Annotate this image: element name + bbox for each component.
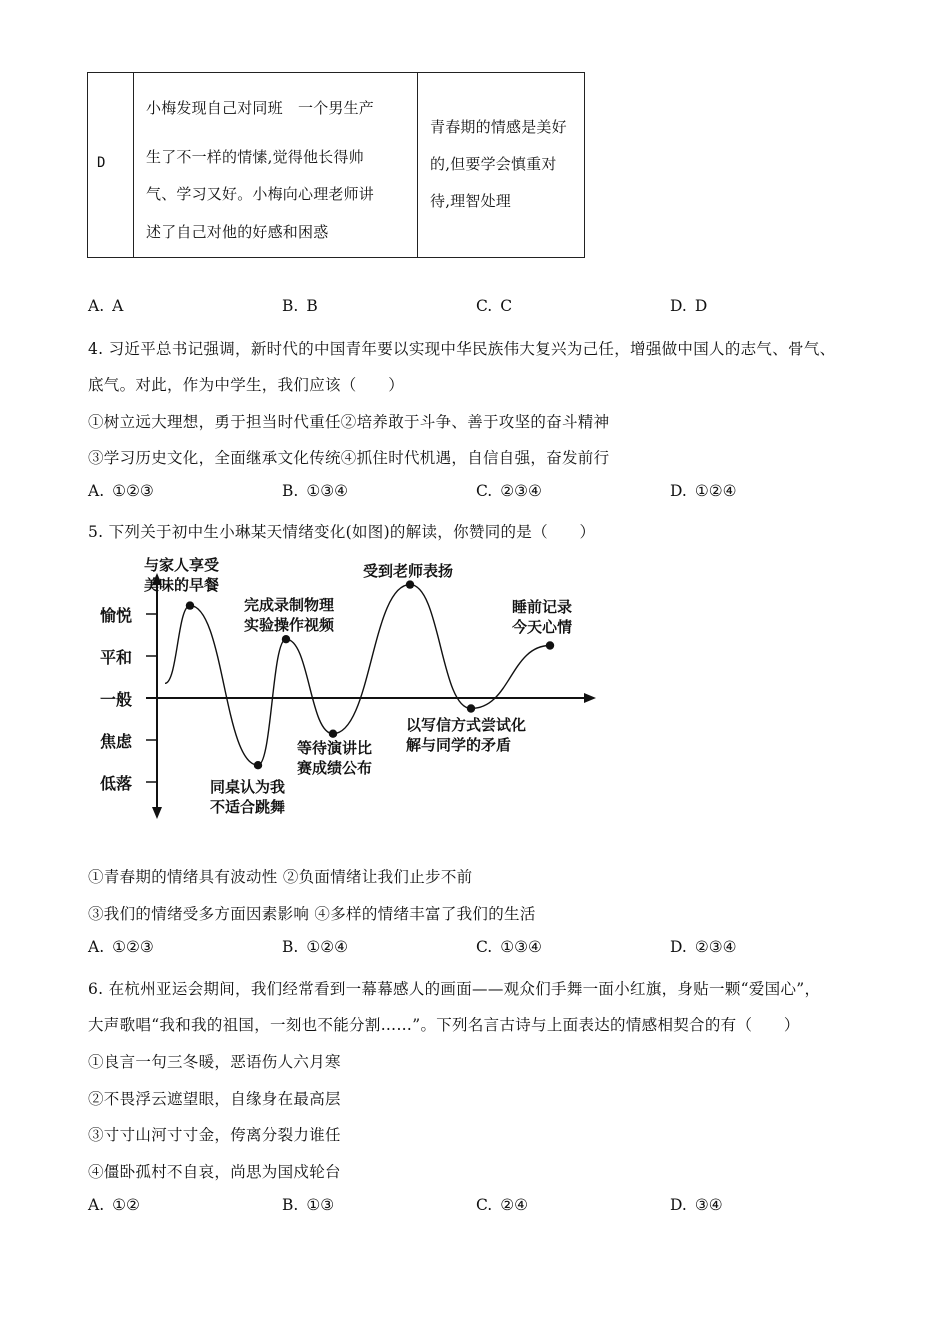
event-label-line: 完成录制物理 (244, 596, 335, 614)
option-text: ②④ (500, 1196, 529, 1214)
event-label-line: 实验操作视频 (244, 616, 335, 634)
q6-stem-line2: 大声歌唱“我和我的祖国，一刻也不能分割……”。下列名言古诗与上面表达的情感相契合的有（ ） (88, 1016, 800, 1034)
y-axis-arrow-bottom (152, 807, 162, 819)
scenario-line: 述了自己对他的好感和困惑 (146, 223, 329, 241)
option-text: ①②④ (694, 482, 737, 500)
row-label: D (97, 155, 106, 171)
q3-option-d[interactable]: D. D (670, 297, 708, 315)
event-point (406, 580, 414, 588)
q4-stem-line2: 底气。对此，作为中学生，我们应该（ ） (88, 376, 405, 394)
q5-option-c[interactable]: C. ①③④ (476, 938, 542, 956)
event-label (244, 595, 334, 635)
event-label-line: 睡前记录 (512, 598, 573, 616)
q3-option-b[interactable]: B. B (282, 297, 318, 315)
event-label (406, 715, 526, 755)
option-text: D (694, 297, 708, 315)
q4-option-d[interactable]: D. ①②④ (670, 482, 737, 500)
q6-option-a[interactable]: A. ①② (88, 1196, 140, 1214)
q6-stem-line1: 6. 在杭州亚运会期间，我们经常看到一幕幕感人的画面——观众们手舞一面小红旗，身贴一颗“爱国心”， (88, 980, 821, 998)
q4-item-line2: ③学习历史文化，全面继承文化传统④抓住时代机遇，自信自强，奋发前行 (88, 449, 610, 467)
option-text: A (112, 297, 124, 315)
table-cell-comment (418, 73, 584, 257)
event-point (467, 704, 475, 712)
y-tick-label: 平和 (100, 648, 133, 667)
option-text: ③④ (694, 1196, 723, 1214)
q5-stem: 5. 下列关于初中生小琳某天情绪变化(如图)的解读，你赞同的是（ ） (88, 523, 596, 541)
event-label-line: 以写信方式尝试化 (406, 716, 527, 734)
event-point (282, 635, 290, 643)
y-tick-label: 焦虑 (100, 732, 133, 751)
event-label-line: 同桌认为我 (210, 778, 286, 796)
scenario-table (87, 72, 585, 258)
q6-option-c[interactable]: C. ②④ (476, 1196, 529, 1214)
event-label-line: 与家人享受 (144, 556, 220, 574)
scenario-line: 小梅发现自己对同班 一个男生产 (146, 99, 375, 117)
event-label (512, 597, 572, 637)
option-text: ①③④ (500, 938, 542, 956)
option-text: ①② (112, 1196, 140, 1214)
comment-line: 青春期的情感是美好 (430, 118, 567, 136)
event-point (546, 641, 554, 649)
option-text: ①③ (306, 1196, 335, 1214)
q4-option-c[interactable]: C. ②③④ (476, 482, 542, 500)
q5-option-a[interactable]: A. ①②③ (88, 938, 154, 956)
q6-item: ③寸寸山河寸寸金，侉离分裂力谁任 (88, 1126, 341, 1144)
q4-option-b[interactable]: B. ①③④ (282, 482, 349, 500)
y-tick-label: 低落 (100, 774, 133, 793)
comment-line: 的,但要学会慎重对 (430, 155, 557, 173)
q3-option-a[interactable]: A. A (88, 297, 124, 315)
event-point (329, 730, 337, 738)
option-text: C (500, 297, 513, 315)
option-text: ①②③ (112, 482, 154, 500)
event-label (210, 777, 285, 817)
q5-option-b[interactable]: B. ①②④ (282, 938, 349, 956)
x-axis-arrow (584, 693, 596, 703)
event-label-line: 受到老师表扬 (363, 562, 454, 580)
q5-item-line2: ③我们的情绪受多方面因素影响 ④多样的情绪丰富了我们的生活 (88, 905, 536, 923)
q6-option-b[interactable]: B. ①③ (282, 1196, 335, 1214)
comment-line: 待,理智处理 (430, 192, 511, 210)
event-point (254, 761, 262, 769)
y-tick-label: 一般 (100, 690, 133, 709)
scenario-line: 气、学习又好。小梅向心理老师讲 (146, 185, 375, 203)
option-text: ①③④ (306, 482, 349, 500)
option-text: ②③④ (694, 938, 737, 956)
event-label-line: 今天心情 (512, 618, 573, 636)
table-cell-label (88, 73, 134, 257)
option-text: ①②③ (112, 938, 154, 956)
event-label-line: 等待演讲比 (297, 739, 373, 757)
event-label (363, 561, 453, 581)
emotion-chart (100, 555, 620, 840)
option-text: ②③④ (500, 482, 542, 500)
table-cell-scenario (134, 73, 418, 257)
q4-option-a[interactable]: A. ①②③ (88, 482, 154, 500)
q4-stem-line1: 4. 习近平总书记强调，新时代的中国青年要以实现中华民族伟大复兴为己任，增强做中国人的志气、骨气、 (88, 340, 836, 358)
q6-item: ④僵卧孤村不自哀，尚思为国戍轮台 (88, 1163, 341, 1181)
event-label-line: 不适合跳舞 (210, 798, 286, 816)
event-label-line: 美味的早餐 (144, 576, 220, 594)
q5-item-line1: ①青春期的情绪具有波动性 ②负面情绪让我们止步不前 (88, 868, 473, 886)
option-text: B (306, 297, 318, 315)
event-label-line: 赛成绩公布 (297, 759, 373, 777)
q6-item: ②不畏浮云遮望眼，自缘身在最高层 (88, 1090, 341, 1108)
q4-item-line1: ①树立远大理想，勇于担当时代重任②培养敢于斗争、善于攻坚的奋斗精神 (88, 413, 610, 431)
q3-option-c[interactable]: C. C (476, 297, 513, 315)
event-point (186, 601, 194, 609)
q6-item: ①良言一句三冬暖，恶语伤人六月寒 (88, 1053, 341, 1071)
scenario-line: 生了不一样的情愫,觉得他长得帅 (146, 148, 364, 166)
event-label-line: 解与同学的矛盾 (406, 736, 512, 754)
y-tick-label: 愉悦 (100, 606, 133, 625)
q5-option-d[interactable]: D. ②③④ (670, 938, 737, 956)
option-text: ①②④ (306, 938, 349, 956)
event-label (144, 555, 219, 595)
q6-option-d[interactable]: D. ③④ (670, 1196, 723, 1214)
event-label (297, 738, 372, 778)
